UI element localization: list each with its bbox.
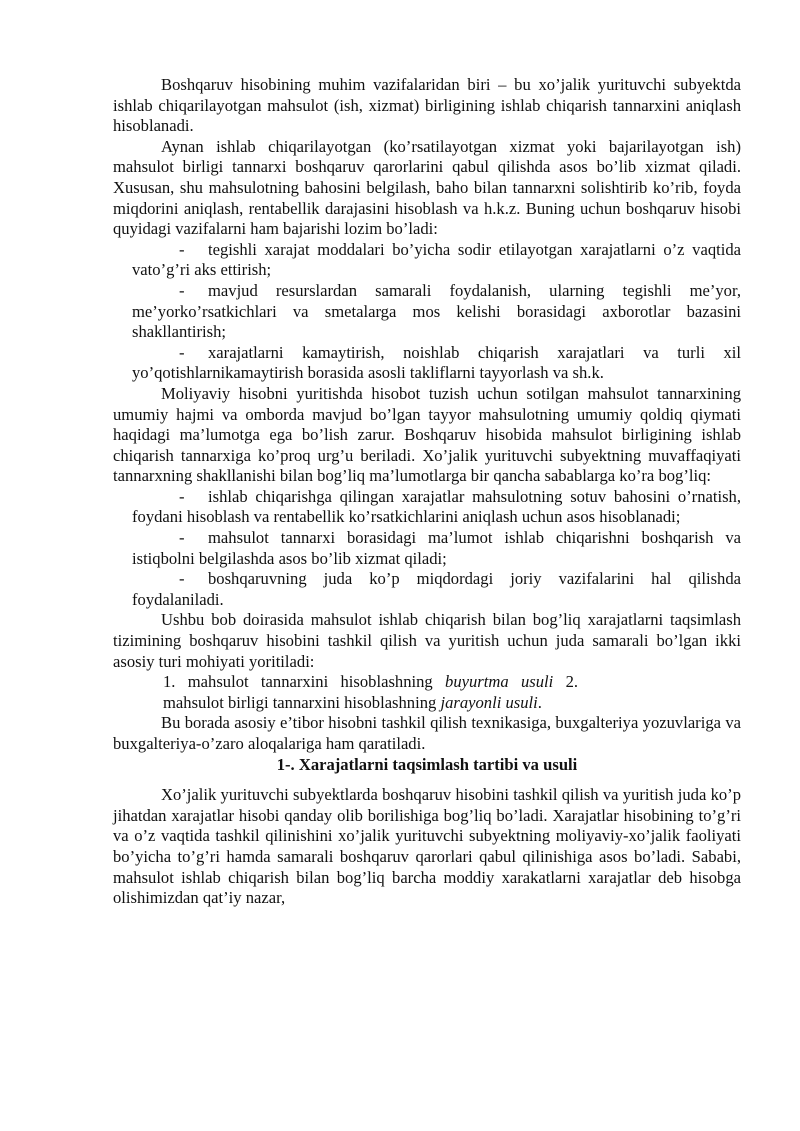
list-dash: -	[179, 280, 185, 300]
paragraph-intro: Boshqaruv hisobining muhim vazifalaridan biri – bu xo’jalik yurituvchi subyektda ishlab chiqarilayotgan mahsulot (ish, xizmat) birligining ishlab chiqarish tannarxini aniqlash hisoblanadi.	[113, 75, 741, 136]
document-page	[113, 75, 741, 909]
list-item	[132, 343, 741, 384]
paragraph-financial-accounting: Moliyaviy hisobni yuritishda hisobot tuzish uchun sotilgan mahsulot tannarxining umumiy hajmi va omborda mavjud bo’lgan tayyor mahsulotning umumiy qoldiq qiymati haqidagi ma’lumotga ega bo’lish zarur. Boshqaruv hisobida mahsulot birligining ishlab chiqarish tannarxiga ko’proq urg’u beriladi. Xo’jalik yurituvchi subyektning muvaffaqiyati tannarxning shakllanishi bilan bog’liq ma’lumotlarga bir qancha sabablarga ko’ra bog’liq:	[113, 383, 741, 486]
list-item-text: mahsulot tannarxi borasidagi ma’lumot ishlab chiqarishni boshqarish va istiqbolni belgilashda asos bo’lib xizmat qiladi;	[132, 528, 741, 568]
list-item-text: ishlab chiqarishga qilingan xarajatlar mahsulotning sotuv bahosini o’rnatish, foydani hisoblash va rentabellik ko’rsatkichlarini aniqlash uchun asos hisoblanadi;	[132, 486, 741, 527]
method-1-text: 1. mahsulot tannarxini hisoblashning	[163, 672, 433, 692]
list-item-text: tegishli xarajat moddalari bo’yicha sodir etilayotgan xarajatlarni o’z vaqtida vato’g’ri aks ettirish;	[132, 239, 741, 280]
list-item	[132, 240, 741, 281]
list-item-text: xarajatlarni kamaytirish, noishlab chiqarish xarajatlari va turli xil yo’qotishlarnikamaytirish borasida asosli takliflarni tayyorlash va sh.k.	[132, 342, 741, 383]
paragraph-cost-accounting: Xo’jalik yurituvchi subyektlarda boshqaruv hisobini tashkil qilish va yuritish juda ko’p jihatdan xarajatlar hisobi qanday olib borilishiga bog’liq bo’ladi. Xarajatlar hisobining to’g’ri va o’z vaqtida tashkil qilinishini xo’jalik yurituvchi subyektning moliyaviy-xo’jalik faoliyati bo’yicha to’g’ri hamda samarali boshqaruv qarorlari qabul qilinishiga asos bo’ladi. Sababi, mahsulot ishlab chiqarish bilan bog’liq barcha moddiy xarakatlarni xarajatlar deb hisobga olishimizdan qat’iy nazar,	[113, 785, 741, 908]
method-2-suffix: .	[537, 692, 542, 712]
paragraph-chapter-scope: Ushbu bob doirasida mahsulot ishlab chiqarish bilan bog’liq xarajatlarni taqsimlash tizimining boshqaruv hisobini tashkil qilish va yuritish uchun juda samarali bo’lgan ikki asosiy turi mohiyati yoritiladi:	[113, 610, 741, 671]
method-2-name: jarayonli usuli	[440, 692, 538, 712]
method-2-text: 2. mahsulot birligi tannarxini hisoblashning	[163, 672, 579, 712]
list-item-text: mavjud resurslardan samarali foydalanish, ularning tegishli me’yor, me’yorko’rsatkichlari va smetalarga mos kelishi borasidagi axborotlar bazasini shakllantirish;	[132, 280, 741, 342]
methods-list	[163, 672, 578, 713]
list-item-text: boshqaruvning juda ko’p miqdordagi joriy vazifalarini hal qilishda foydalaniladi.	[132, 569, 741, 609]
list-item	[132, 281, 741, 343]
list-dash: -	[179, 486, 185, 506]
paragraph-unit-cost: Aynan ishlab chiqarilayotgan (ko’rsatilayotgan xizmat yoki bajarilayotgan ish) mahsulot birligi tannarxi boshqaruv qarorlarini qabul qilishda asos bo’lib xizmat qiladi. Xususan, shu mahsulotning bahosini belgilash, baho bilan tannarxni solishtirib ko’rib, foyda miqdorini aniqlash, rentabellik darajasini hisoblash va h.k.z. Buning uchun boshqaruv hisobi quyidagi vazifalarni ham bajarishi lozim bo’ladi:	[113, 136, 741, 239]
list-item	[132, 487, 741, 528]
heading-spacer	[113, 775, 741, 785]
paragraph-focus: Bu borada asosiy e’tibor hisobni tashkil qilish texnikasiga, buxgalteriya yozuvlariga va buxgalteriya-o’zaro aloqalariga ham qaratiladi.	[113, 713, 741, 753]
list-dash: -	[179, 528, 185, 548]
list-dash: -	[179, 569, 185, 589]
list-item	[132, 528, 741, 569]
list-dash: -	[179, 342, 185, 362]
section-heading: 1-. Xarajatlarni taqsimlash tartibi va usuli	[276, 754, 578, 774]
method-1-name: buyurtma usuli	[445, 672, 554, 692]
list-dash: -	[179, 239, 185, 259]
list-item	[132, 569, 741, 610]
